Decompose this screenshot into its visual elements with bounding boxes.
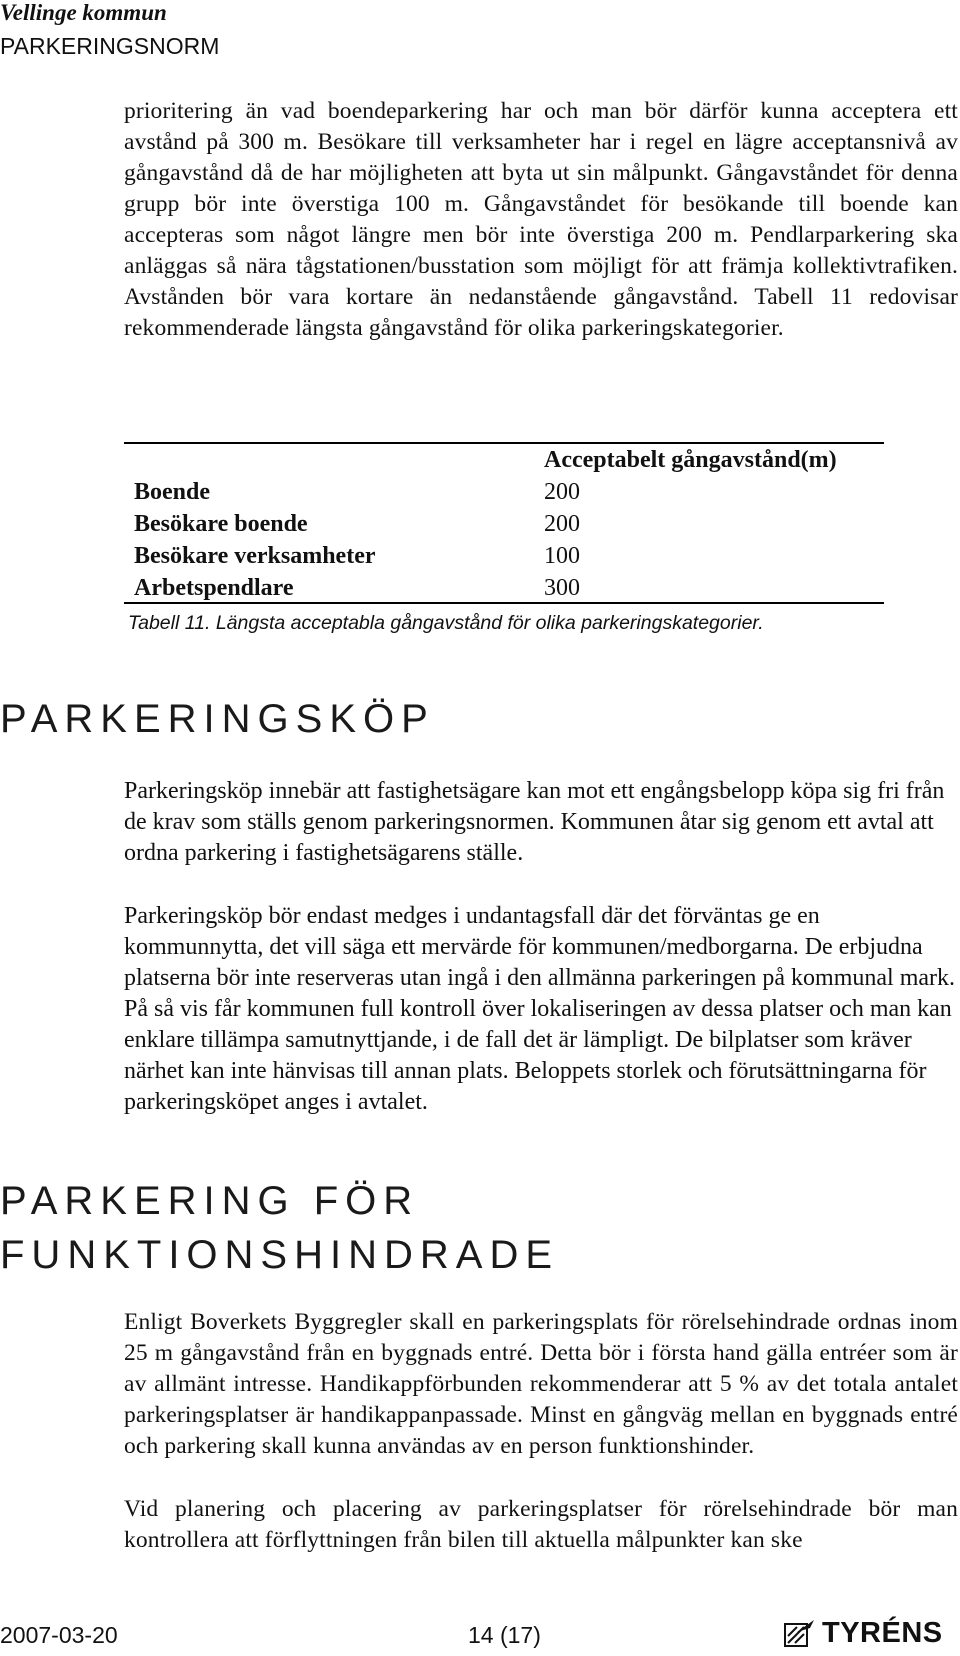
footer-date: 2007-03-20: [0, 1622, 118, 1648]
section-heading-funktionshindrade: [0, 1174, 559, 1282]
table-row: [124, 540, 884, 572]
table-row-category: Boende: [134, 479, 211, 505]
tyrens-logo-icon: [784, 1618, 822, 1648]
footer-page-number: 14 (17): [468, 1622, 541, 1648]
section-heading-line-1: PARKERING FÖR: [0, 1179, 420, 1223]
table-row: [124, 572, 884, 604]
table-column-header: Acceptabelt gångavstånd(m): [544, 447, 837, 473]
table-caption: Tabell 11. Längsta acceptabla gångavstånd för olika parkeringskategorier.: [128, 612, 764, 634]
table-header-row: [124, 444, 884, 476]
funktionshindrade-paragraph-1: Enligt Boverkets Byggregler skall en parkeringsplats för rörelsehindrade ordnas inom 25 m gångavstånd från en byggnads entré. Detta bör i första hand gälla entréer som är av allmänt intresse. Handikappförbunden rekommenderar att 5 % av det totala antalet parkeringsplatser är handikappanpassade. Minst en gångväg mellan en byggnads entré och parkering skall kunna användas av en person funktionshinder.: [124, 1309, 958, 1459]
header-document-title: PARKERINGSNORM: [0, 33, 220, 59]
parkeringskop-paragraph-2: Parkeringsköp bör endast medges i undantagsfall där det förväntas ge en kommunnytta, det vill säga ett mervärde för kommunen/medborgarna. De erbjudna platserna bör inte reserveras utan ingå i den allmänna parkeringen på kommunal mark. På så vis får kommunen full kontroll över lokaliseringen av dessa platser och man kan enklare tillämpa samutnyttjande, i de fall det är lämpligt. De bilplatser som kräver närhet kan inte hänvisas till annan plats. Beloppets storlek och förutsättningarna för parkeringsköpet anges i avtalet.: [124, 903, 956, 1115]
header-organization: Vellinge kommun: [0, 0, 167, 25]
table-row-category: Besökare boende: [134, 511, 308, 537]
table-row: [124, 508, 884, 540]
table-row-distance: 200: [544, 479, 580, 505]
parkeringskop-paragraph-1: Parkeringsköp innebär att fastighetsägare kan mot ett engångsbelopp köpa sig fri från de krav som ställs genom parkeringsnormen. Kommunen åtar sig genom ett avtal att ordna parkering i fastighetsägarens ställe.: [124, 778, 945, 866]
table-row-distance: 300: [544, 575, 580, 601]
table-row-distance: 100: [544, 543, 580, 569]
walking-distance-table: [124, 442, 884, 604]
funktionshindrade-paragraph-2: Vid planering och placering av parkeringsplatser för rörelsehindrade bör man kontrollera att förflyttningen från bilen till aktuella målpunkter kan ske: [124, 1496, 958, 1553]
table-row-distance: 200: [544, 511, 580, 537]
footer-logo-text: TYRÉNS: [822, 1617, 943, 1649]
table-row: [124, 476, 884, 508]
section-heading-line-2: FUNKTIONSHINDRADE: [0, 1233, 560, 1277]
table-row-category: Besökare verksamheter: [134, 543, 376, 569]
intro-paragraph: prioritering än vad boendeparkering har och man bör därför kunna acceptera ett avstånd på 300 m. Besökare till verksamheter har i regel en lägre acceptansnivå av gångavstånd då de har möjligheten att byta ut sin målpunkt. Gångavståndet för denna grupp bör inte överstiga 100 m. Gångavståndet för besökande till boende kan accepteras som något längre men bör inte överstiga 200 m. Pendlarparkering ska anläggas så nära tågstationen/busstation som möjligt för att främja kollektivtrafiken. Avstånden bör vara kortare än nedanstående gångavstånd. Tabell 11 redovisar rekommenderade längsta gångavstånd för olika parkeringskategorier.: [124, 98, 958, 341]
footer-logo: [784, 1616, 943, 1650]
table-row-category: Arbetspendlare: [134, 575, 294, 601]
section-heading-parkeringskop: PARKERINGSKÖP: [0, 697, 435, 741]
